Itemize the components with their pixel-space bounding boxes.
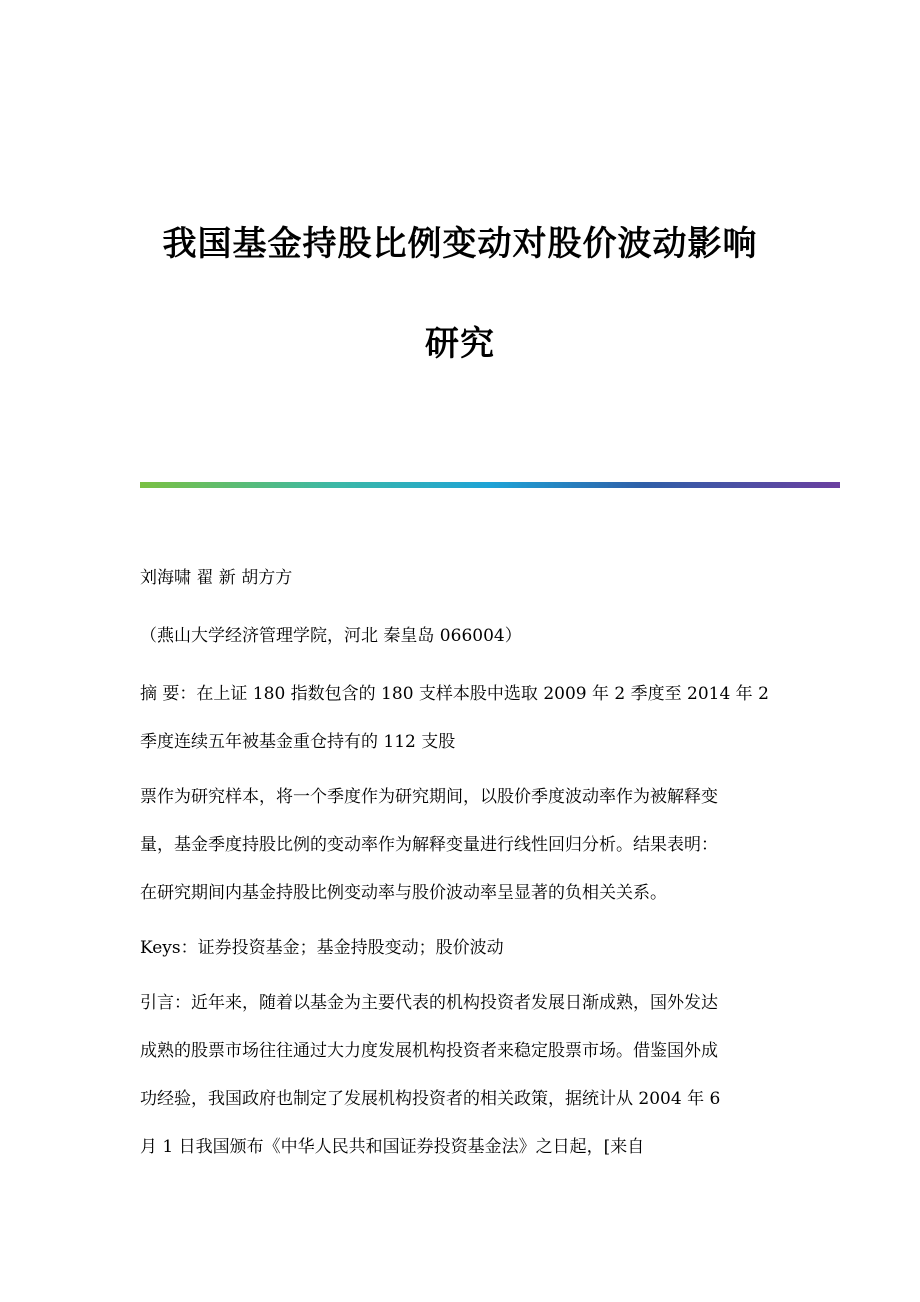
body-line: 票作为研究样本，将一个季度作为研究期间，以股价季度波动率作为被解释变: [140, 787, 718, 807]
abstract-line: 摘 要：在上证 180 指数包含的 180 支样本股中选取 2009 年 2 季度至 2014 年 2: [140, 684, 769, 704]
intro-line: 功经验，我国政府也制定了发展机构投资者的相关政策，据统计从 2004 年 6: [140, 1089, 721, 1109]
title-line-2: 研究: [425, 324, 495, 364]
authors: 刘海啸 翟 新 胡方方: [140, 568, 293, 588]
body-line: 在研究期间内基金持股比例变动率与股价波动率呈显著的负相关关系。: [140, 883, 667, 903]
intro-line: 成熟的股票市场往往通过大力度发展机构投资者来稳定股票市场。借鉴国外成: [140, 1041, 718, 1061]
intro-line: 引言：近年来，随着以基金为主要代表的机构投资者发展日渐成熟，国外发达: [140, 993, 718, 1013]
affiliation: （燕山大学经济管理学院，河北 秦皇岛 066004）: [140, 626, 522, 646]
body-line: 量，基金季度持股比例的变动率作为解释变量进行线性回归分析。结果表明：: [140, 835, 718, 855]
abstract-line: 季度连续五年被基金重仓持有的 112 支股: [140, 732, 456, 752]
title-line-1: 我国基金持股比例变动对股价波动影响: [162, 224, 758, 264]
intro-line: 月 1 日我国颁布《中华人民共和国证券投资基金法》之日起，[来自: [140, 1137, 645, 1157]
keywords: Keys：证券投资基金；基金持股变动；股价波动: [140, 938, 504, 958]
gradient-divider: [140, 482, 840, 488]
